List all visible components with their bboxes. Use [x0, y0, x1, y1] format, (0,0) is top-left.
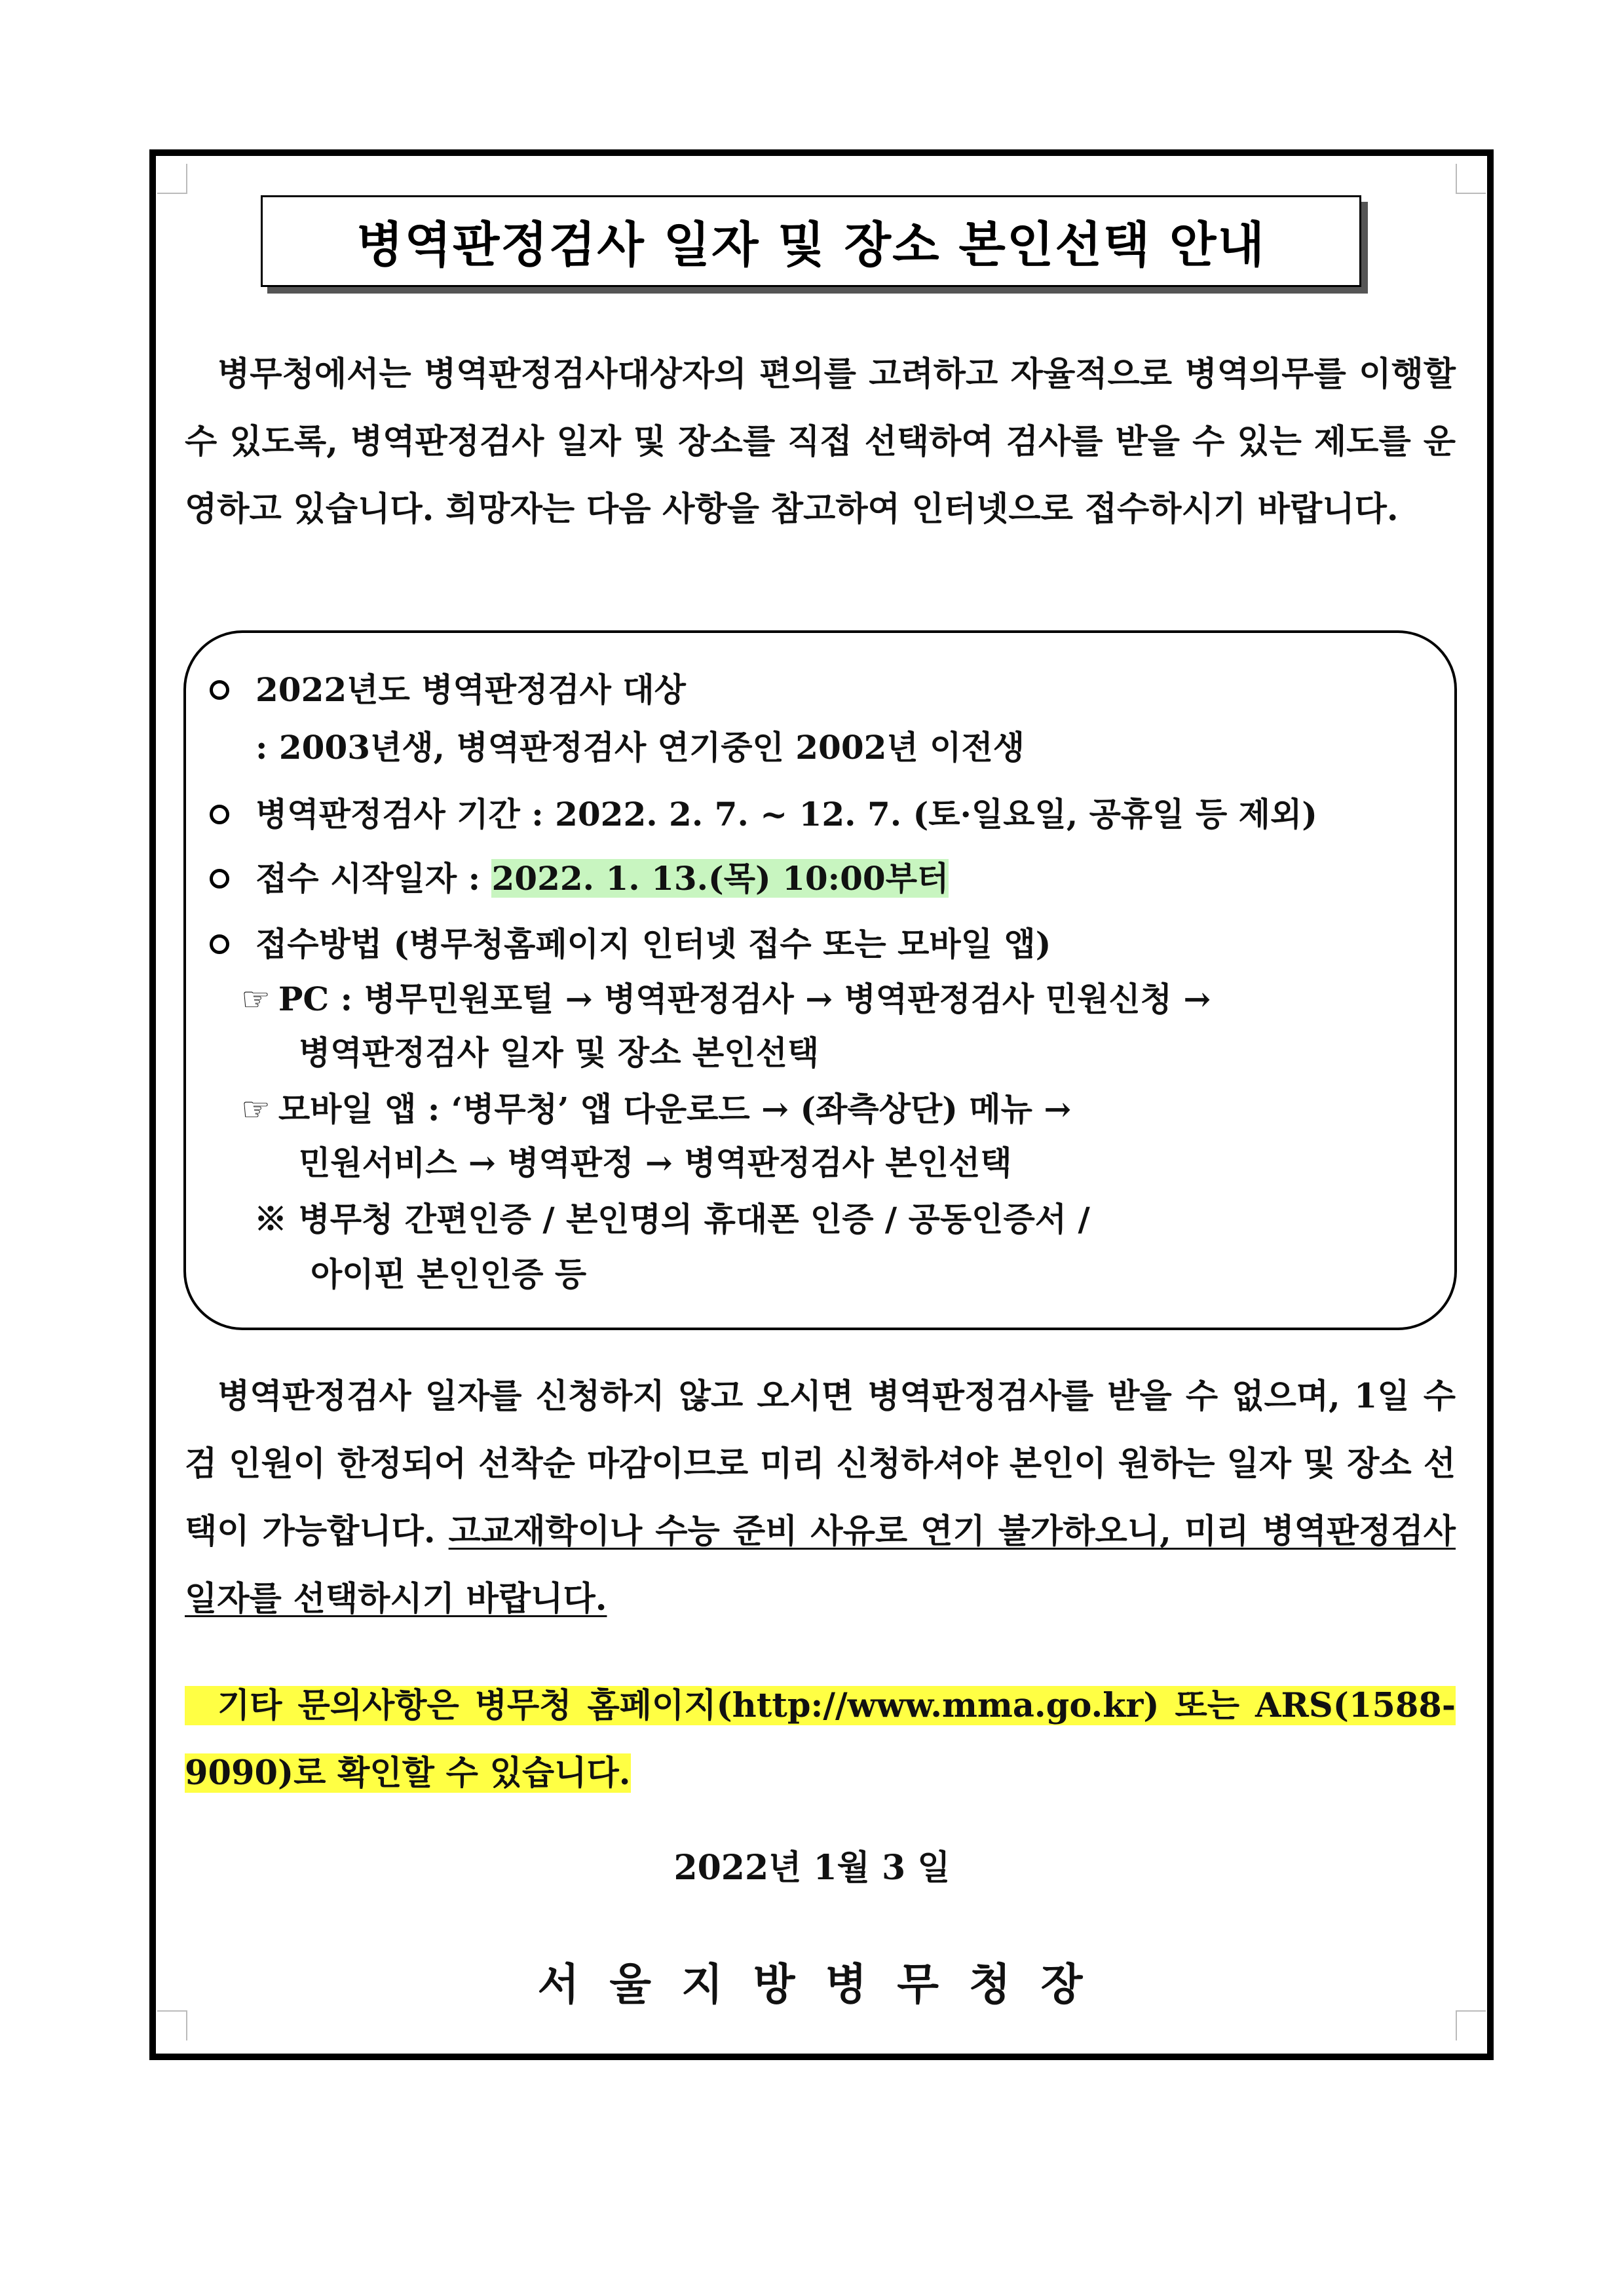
warning-underlined-text: 고교재학이나 수능 준비 사유로 연기 불가하오니, 미리 병역판정검사일자를 선택하시기 바랍니다.	[185, 1512, 1456, 1618]
pc-line1-text: PC : 병무민원포털 → 병역판정검사 → 병역판정검사 민원신청 →	[278, 980, 1211, 1018]
target-title-text: 2022년도 병역판정검사 대상	[255, 670, 686, 709]
pointing-hand-icon: ☞	[241, 980, 271, 1018]
bullet-icon	[210, 805, 229, 824]
target-detail-text: : 2003년생, 병역판정검사 연기중인 2002년 이전생	[255, 728, 1025, 767]
box-method-title	[210, 924, 1051, 965]
corner-mark-top-left	[157, 164, 187, 194]
title-box	[261, 195, 1361, 287]
note-line1-text: ※ 병무청 간편인증 / 본인명의 휴대폰 인증 / 공동인증서 /	[254, 1200, 1090, 1238]
box-pc-line2	[299, 1033, 819, 1073]
box-target-title	[210, 670, 686, 710]
start-value: 2022. 1. 13.(목) 10:00부터	[491, 859, 949, 898]
corner-mark-bottom-left	[157, 2010, 187, 2040]
intro-paragraph	[185, 341, 1456, 543]
issuer-signature: 서울지방병무청장	[537, 1959, 1113, 2010]
box-target-detail	[255, 727, 1025, 768]
box-mobile-line2	[299, 1143, 1012, 1183]
box-note-line1	[254, 1199, 1090, 1240]
corner-mark-bottom-right	[1456, 2010, 1486, 2040]
method-title-text: 접수방법 (병무청홈페이지 인터넷 접수 또는 모바일 앱)	[255, 925, 1051, 963]
bullet-icon	[210, 869, 229, 889]
pc-line2-text: 병역판정검사 일자 및 장소 본인선택	[299, 1033, 820, 1072]
box-period	[210, 794, 1317, 835]
box-start-date	[210, 858, 949, 899]
mobile-line2-text: 민원서비스 → 병역판정 → 병역판정검사 본인선택	[299, 1143, 1012, 1182]
contact-paragraph	[185, 1672, 1456, 1807]
pointing-hand-icon: ☞	[241, 1090, 271, 1128]
warning-paragraph	[185, 1363, 1456, 1633]
mobile-line1-text: 모바일 앱 : ‘병무청’ 앱 다운로드 → (좌측상단) 메뉴 →	[278, 1090, 1072, 1128]
note-line2-text: 아이핀 본인인증 등	[311, 1255, 587, 1293]
box-mobile-line1	[241, 1089, 1071, 1130]
start-label: 접수 시작일자 :	[255, 859, 492, 898]
page-title: 병역판정검사 일자 및 장소 본인선택 안내	[356, 217, 1266, 273]
document-date: 2022년 1월 3 일	[673, 1848, 951, 1888]
box-note-line2	[311, 1254, 586, 1295]
bullet-icon	[210, 680, 229, 700]
contact-text: 기타 문의사항은 병무청 홈페이지(http://www.mma.go.kr) 또는 ARS(1588-9090)로 확인할 수 있습니다.	[185, 1686, 1456, 1793]
warning-text: 병역판정검사 일자를 신청하지 않고 오시면 병역판정검사를 받을 수 없으며, 1일 수검 인원이 한정되어 선착순 마감이므로 미리 신청하셔야 본인이 원하는 일자 및 장소 선택이 가능합니다.	[185, 1377, 1456, 1551]
intro-text: 병무청에서는 병역판정검사대상자의 편의를 고려하고 자율적으로 병역의무를 이행할 수 있도록, 병역판정검사 일자 및 장소를 직접 선택하여 검사를 받을 수 있는 제도를 운영하고 있습니다. 희망자는 다음 사항을 참고하여 인터넷으로 접수하시기 바랍니다.	[185, 354, 1456, 529]
bullet-icon	[210, 934, 229, 954]
box-pc-line1	[241, 979, 1211, 1020]
corner-mark-top-right	[1456, 164, 1486, 194]
period-text: 병역판정검사 기간 : 2022. 2. 7. ~ 12. 7. (토·일요일, 공휴일 등 제외)	[255, 795, 1317, 833]
